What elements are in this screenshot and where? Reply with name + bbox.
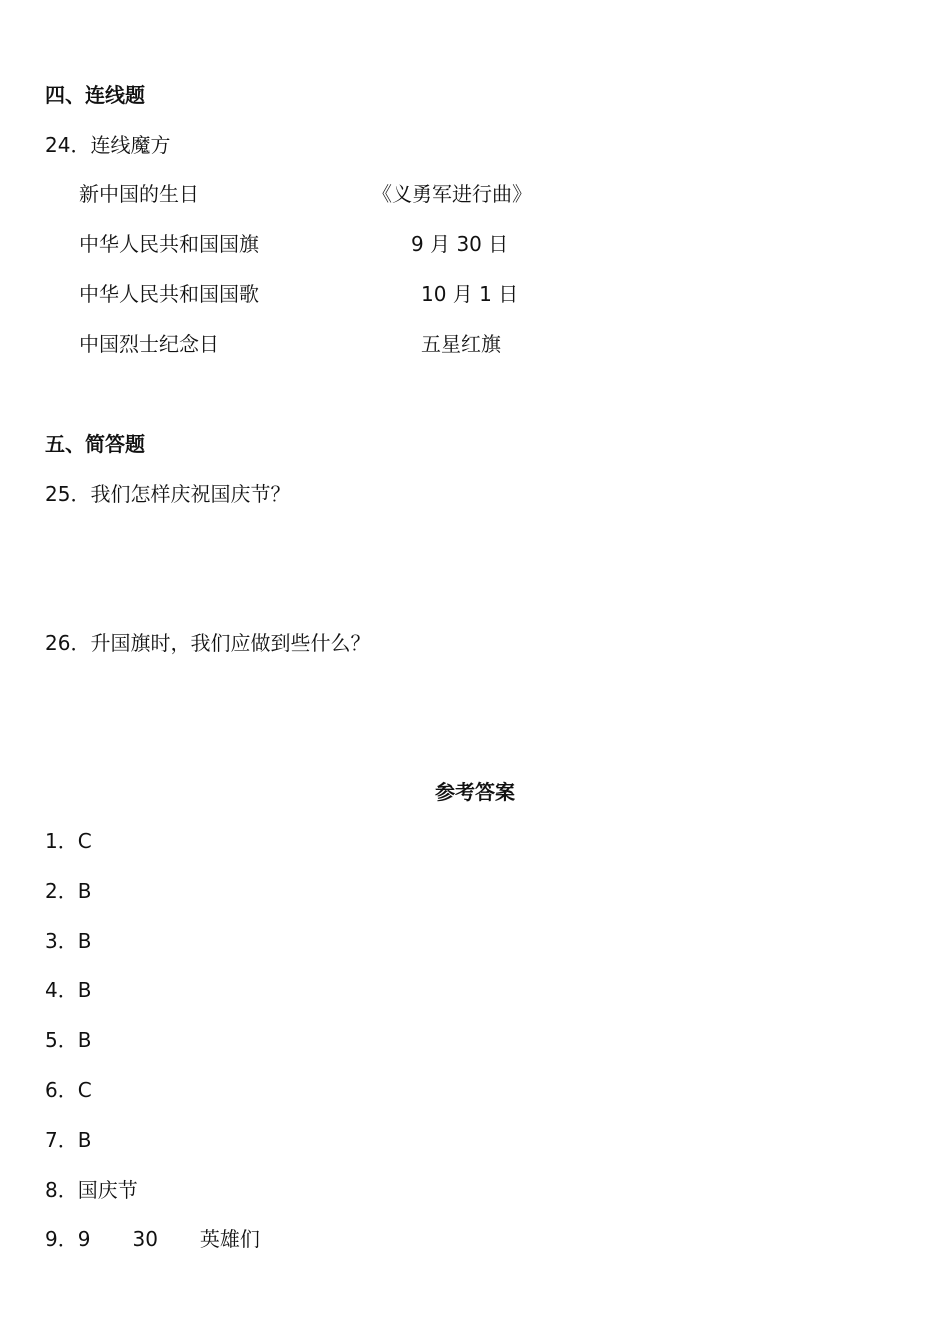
answer-blank-3: 英雄们 bbox=[199, 1227, 260, 1251]
answer-number: 3． bbox=[45, 929, 78, 953]
answer-item bbox=[45, 1227, 260, 1251]
match-right-item: 9 月 30 日 bbox=[411, 232, 509, 256]
answer-number: 8． bbox=[45, 1178, 78, 1202]
match-left-item: 新中国的生日 bbox=[79, 182, 199, 206]
answer-number: 2． bbox=[45, 879, 78, 903]
match-left-item: 中华人民共和国国旗 bbox=[79, 232, 259, 256]
answer-item bbox=[45, 1128, 91, 1152]
answer-item bbox=[45, 978, 91, 1002]
answer-text: C bbox=[77, 1078, 92, 1102]
answer-item bbox=[45, 879, 91, 903]
answer-number: 4． bbox=[45, 978, 78, 1002]
question-number: 25． bbox=[45, 482, 91, 506]
question-number: 24． bbox=[45, 133, 91, 157]
answer-text: B bbox=[77, 1028, 92, 1052]
answer-number: 7． bbox=[45, 1128, 78, 1152]
answer-text: C bbox=[77, 829, 92, 853]
answer-number: 9． bbox=[45, 1227, 78, 1251]
answer-text: B bbox=[77, 978, 92, 1002]
answer-item bbox=[45, 929, 91, 953]
question-26 bbox=[45, 631, 370, 655]
answer-number: 1． bbox=[45, 829, 78, 853]
match-left-item: 中华人民共和国国歌 bbox=[79, 282, 259, 306]
question-text: 连线魔方 bbox=[90, 133, 171, 157]
answer-number: 5． bbox=[45, 1028, 78, 1052]
answer-item bbox=[45, 1028, 91, 1052]
answer-text: B bbox=[77, 879, 92, 903]
answers-title: 参考答案 bbox=[435, 780, 515, 804]
section-heading-matching: 四、连线题 bbox=[45, 83, 145, 107]
match-right-item: 10 月 1 日 bbox=[421, 282, 519, 306]
match-right-item: 五星红旗 bbox=[421, 332, 501, 356]
answer-blank-1: 9 bbox=[77, 1227, 91, 1251]
answer-item bbox=[45, 1078, 92, 1102]
question-25 bbox=[45, 482, 290, 506]
answer-text: 国庆节 bbox=[77, 1178, 138, 1202]
answer-text: B bbox=[77, 929, 92, 953]
match-left-item: 中国烈士纪念日 bbox=[79, 332, 219, 356]
answer-text: B bbox=[77, 1128, 92, 1152]
question-number: 26． bbox=[45, 631, 91, 655]
answer-number: 6． bbox=[45, 1078, 78, 1102]
question-24 bbox=[45, 133, 170, 157]
answer-item bbox=[45, 1178, 138, 1202]
answer-item bbox=[45, 829, 92, 853]
answer-blank-2: 30 bbox=[132, 1227, 158, 1251]
question-text: 我们怎样庆祝国庆节？ bbox=[90, 482, 291, 506]
section-heading-short-answer: 五、简答题 bbox=[45, 432, 145, 456]
match-right-item: 《义勇军进行曲》 bbox=[372, 182, 532, 206]
question-text: 升国旗时，我们应做到些什么？ bbox=[90, 631, 371, 655]
